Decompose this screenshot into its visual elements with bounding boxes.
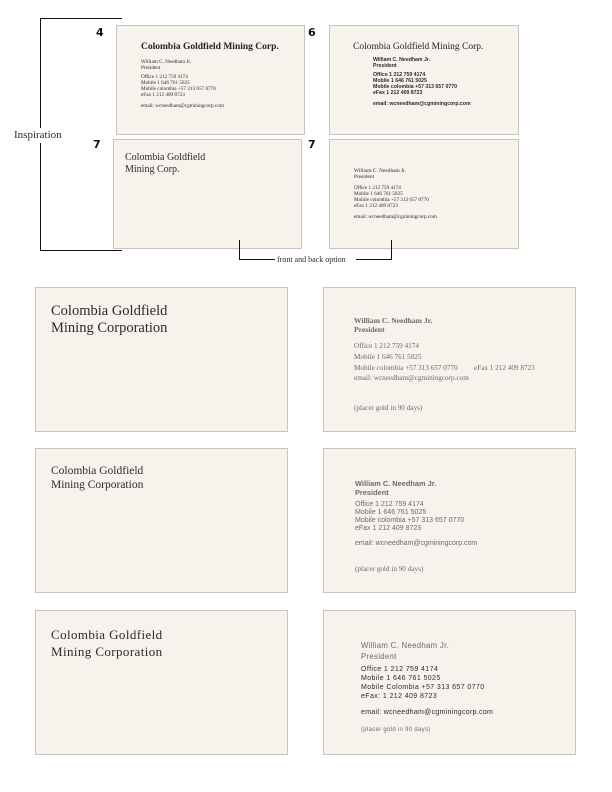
option2-office: Office 1 212 759 4174 xyxy=(355,501,424,508)
card6-company: Colombia Goldfield Mining Corp. xyxy=(353,42,484,52)
card6-title: President xyxy=(373,63,397,69)
inspiration-number-6: 6 xyxy=(308,26,316,39)
inspiration-card-6 xyxy=(329,25,519,135)
inspiration-card-4 xyxy=(116,25,305,135)
option1-note: (placer gold in 90 days) xyxy=(354,404,423,412)
option2-title: President xyxy=(355,488,389,497)
option3-efax: eFax: 1 212 409 8723 xyxy=(361,693,438,700)
card4-name: William C. Needham Jr. xyxy=(141,59,192,65)
option3-mobile: Mobile 1 646 761 5025 xyxy=(361,675,441,682)
card7-mobile-colombia: Mobile colombia +57 313 657 0770 xyxy=(354,197,429,203)
option2-efax: eFax 1 212 409 8723 xyxy=(355,525,422,532)
inspiration-card-7-front xyxy=(113,139,302,249)
option3-office: Office 1 212 759 4174 xyxy=(361,666,439,673)
option3-front-line2: Mining Corporation xyxy=(51,644,163,659)
option2-front-line1: Colombia Goldfield xyxy=(51,465,144,477)
option2-email: email: wcneedham@cgminingcorp.com xyxy=(355,540,478,547)
card7-company-line1: Colombia Goldfield xyxy=(125,152,206,163)
card6-mobile: Mobile 1 646 761 5025 xyxy=(373,78,427,84)
option1-title: President xyxy=(354,325,385,334)
card4-office: Office 1 212 759 4174 xyxy=(141,74,188,80)
inspiration-number-4: 4 xyxy=(96,26,104,39)
card4-title: President xyxy=(141,65,161,71)
card6-efax: eFax 1 212 409 8723 xyxy=(373,90,423,96)
card6-mobile-colombia: Mobile colombia +57 313 657 0770 xyxy=(373,84,458,90)
card4-efax: eFax 1 212 409 8723 xyxy=(141,92,185,98)
option2-name: William C. Needham Jr. xyxy=(355,479,437,488)
option3-back-card xyxy=(323,610,576,755)
option3-mobile-colombia: Mobile Colombia +57 313 657 0770 xyxy=(361,684,485,691)
option3-title: President xyxy=(361,652,397,661)
option2-front-line2: Mining Corporation xyxy=(51,479,144,491)
option3-front-card xyxy=(35,610,288,755)
front-back-label: front and back option xyxy=(277,255,346,264)
inspiration-label: Inspiration xyxy=(14,129,62,141)
option2-note: (placer gold in 90 days) xyxy=(355,565,424,573)
option2-back-card xyxy=(323,448,576,593)
option1-mobile-colombia: Mobile colombia +57 313 657 0770 xyxy=(354,364,458,372)
option3-email: email: wcneedham@cgminingcorp.com xyxy=(361,709,494,716)
card7-company-line2: Mining Corp. xyxy=(125,164,180,175)
option1-mobile: Mobile 1 646 761 5025 xyxy=(354,353,422,361)
option1-efax: eFax 1 212 409 8723 xyxy=(474,364,535,372)
card4-mobile: Mobile 1 646 761 5025 xyxy=(141,80,190,86)
card6-office: Office 1 212 759 4174 xyxy=(373,72,426,78)
option1-front-line2: Mining Corporation xyxy=(51,320,168,336)
option1-name: William C. Needham Jr. xyxy=(354,316,433,325)
option1-office: Office 1 212 759 4174 xyxy=(354,342,419,350)
option3-front-line1: Colombia Goldfield xyxy=(51,627,163,642)
card7-efax: eFax 1 212 409 8723 xyxy=(354,203,398,209)
inspiration-number-7a: 7 xyxy=(93,138,101,151)
card4-company: Colombia Goldfield Mining Corp. xyxy=(141,42,279,52)
option1-front-line1: Colombia Goldfield xyxy=(51,303,168,319)
card7-name: William C. Needham Jr. xyxy=(354,168,407,174)
option1-back-card xyxy=(323,287,576,432)
option1-email: email: wcneedham@cgminingcorp.com xyxy=(354,374,469,382)
option1-front-card xyxy=(35,287,288,432)
card7-title: President xyxy=(354,174,375,180)
inspiration-card-7-back xyxy=(329,139,519,249)
option3-note: (placer gold in 90 days) xyxy=(361,727,431,733)
card6-name: William C. Needham Jr. xyxy=(373,57,431,63)
option2-mobile-colombia: Mobile colombia +57 313 657 0770 xyxy=(355,517,465,524)
card7-office: Office 1 212 759 4174 xyxy=(354,185,401,191)
option2-front-card xyxy=(35,448,288,593)
option3-name: William C. Needham Jr. xyxy=(361,641,450,650)
card4-email: email: wcneedham@cgminingcorp.com xyxy=(141,103,224,109)
card7-mobile: Mobile 1 646 761 5025 xyxy=(354,191,403,197)
inspiration-number-7b: 7 xyxy=(308,138,316,151)
option2-mobile: Mobile 1 646 761 5025 xyxy=(355,509,427,516)
card4-mobile-colombia: Mobile colombia +57 313 657 0770 xyxy=(141,86,216,92)
card7-email: email: wcneedham@cgminingcorp.com xyxy=(354,214,437,220)
card6-email: email: wcneedham@cgminingcorp.com xyxy=(373,101,471,107)
